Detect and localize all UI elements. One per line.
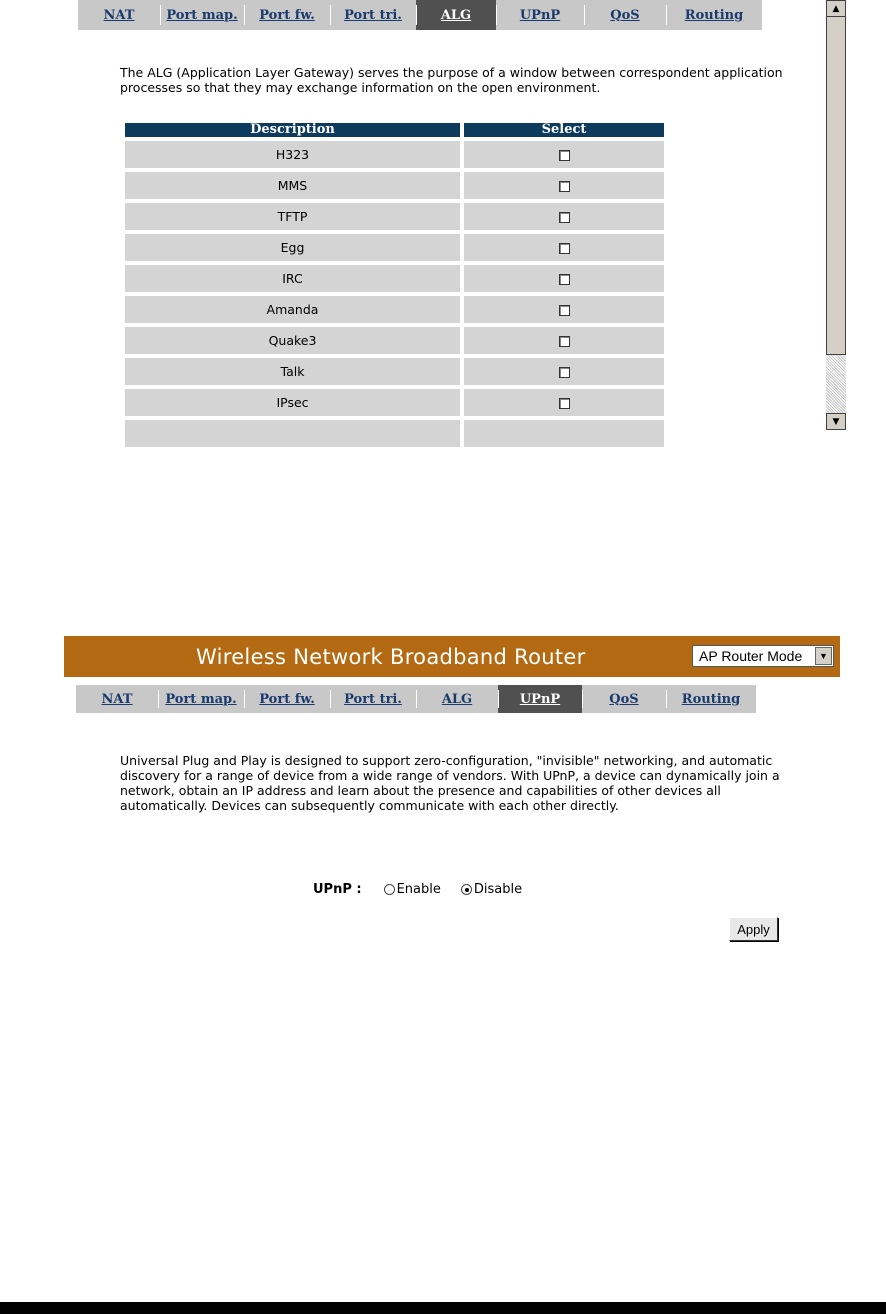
tab-alg[interactable]: ALG: [416, 685, 498, 713]
top-tab-bar: [78, 0, 762, 30]
tab-nat[interactable]: NAT: [103, 7, 135, 23]
alg-name: [125, 420, 460, 447]
tab-qos[interactable]: QoS: [582, 685, 666, 713]
scroll-down-arrow-icon[interactable]: ▼: [826, 413, 846, 430]
router-header: [64, 636, 840, 677]
alg-checkbox[interactable]: [559, 367, 570, 378]
table-row-partial: [125, 420, 664, 447]
select-cell: [464, 327, 664, 354]
tab-port-map[interactable]: Port map.: [158, 685, 244, 713]
alg-name: TFTP: [125, 203, 460, 230]
mode-select[interactable]: [692, 645, 834, 667]
chevron-down-icon[interactable]: ▼: [815, 647, 832, 665]
upnp-option-enable[interactable]: [384, 882, 441, 897]
alg-name: MMS: [125, 172, 460, 199]
alg-table: [121, 119, 668, 451]
select-cell: [464, 141, 664, 168]
select-cell: [464, 389, 664, 416]
tab-port-fw[interactable]: Port fw.: [244, 0, 330, 30]
upnp-setting: [313, 882, 542, 897]
alg-checkbox[interactable]: [559, 181, 570, 192]
disable-radio[interactable]: [461, 884, 472, 895]
disable-label: Disable: [473, 882, 523, 897]
table-row: [125, 327, 664, 354]
alg-name: Talk: [125, 358, 460, 385]
table-row: [125, 141, 664, 168]
alg-checkbox[interactable]: [559, 212, 570, 223]
mode-select-value: AP Router Mode: [699, 648, 803, 664]
tab-routing[interactable]: Routing: [666, 0, 762, 30]
vertical-scrollbar[interactable]: [826, 0, 846, 430]
alg-description: The ALG (Application Layer Gateway) serves the purpose of a window between correspondent application processes so that they may exchange information on the open environment.: [120, 65, 783, 95]
table-row: [125, 203, 664, 230]
alg-checkbox[interactable]: [559, 274, 570, 285]
upnp-description: Universal Plug and Play is designed to support zero-configuration, "invisible" networking, and automatic discovery for a range of device from a wide range of vendors. With UPnP, a device can dynamically join a network, obtain an IP address and learn about the presence and capabilities of other devices all automatically. Devices can subsequently communicate with each other directly.: [120, 753, 780, 813]
page-title: Wireless Network Broadband Router: [196, 645, 586, 669]
alg-name: Amanda: [125, 296, 460, 323]
tab-port-fw[interactable]: Port fw.: [244, 685, 330, 713]
table-row: [125, 265, 664, 292]
tab-alg[interactable]: ALG: [416, 0, 496, 30]
alg-name: Egg: [125, 234, 460, 261]
select-cell: [464, 265, 664, 292]
tab-port-map[interactable]: Port map.: [160, 0, 244, 30]
tab-qos[interactable]: QoS: [584, 0, 666, 30]
alg-checkbox[interactable]: [559, 336, 570, 347]
scrollbar-thumb[interactable]: [826, 0, 846, 355]
table-row: [125, 234, 664, 261]
alg-name: Quake3: [125, 327, 460, 354]
tab-port-tri[interactable]: Port tri.: [330, 0, 416, 30]
alg-checkbox[interactable]: [559, 398, 570, 409]
divider: [0, 1302, 886, 1314]
upnp-label: UPnP :: [313, 882, 362, 897]
select-header: Select: [464, 123, 664, 137]
alg-name: H323: [125, 141, 460, 168]
table-row: [125, 358, 664, 385]
select-cell: [464, 203, 664, 230]
tab-port-tri[interactable]: Port tri.: [330, 685, 416, 713]
select-cell: [464, 172, 664, 199]
tab-upnp[interactable]: UPnP: [496, 0, 584, 30]
alg-name: IPsec: [125, 389, 460, 416]
alg-checkbox[interactable]: [559, 243, 570, 254]
enable-radio[interactable]: [384, 884, 395, 895]
table-row: [125, 296, 664, 323]
scroll-up-arrow-icon[interactable]: ▲: [826, 0, 846, 17]
enable-label: Enable: [396, 882, 441, 897]
tab-upnp[interactable]: UPnP: [498, 685, 582, 713]
alg-checkbox[interactable]: [559, 150, 570, 161]
tab-routing[interactable]: Routing: [666, 685, 756, 713]
table-row: [125, 172, 664, 199]
scrollbar-track[interactable]: [826, 355, 846, 413]
alg-checkbox[interactable]: [559, 305, 570, 316]
alg-name: IRC: [125, 265, 460, 292]
table-row: [125, 389, 664, 416]
bottom-tab-bar: [76, 685, 756, 713]
apply-button[interactable]: Apply: [729, 917, 778, 941]
tab-nat[interactable]: NAT: [101, 691, 133, 707]
select-cell: [464, 296, 664, 323]
select-cell: [464, 420, 664, 447]
select-cell: [464, 358, 664, 385]
description-header: Description: [125, 123, 460, 137]
select-cell: [464, 234, 664, 261]
upnp-option-disable[interactable]: [461, 882, 522, 897]
